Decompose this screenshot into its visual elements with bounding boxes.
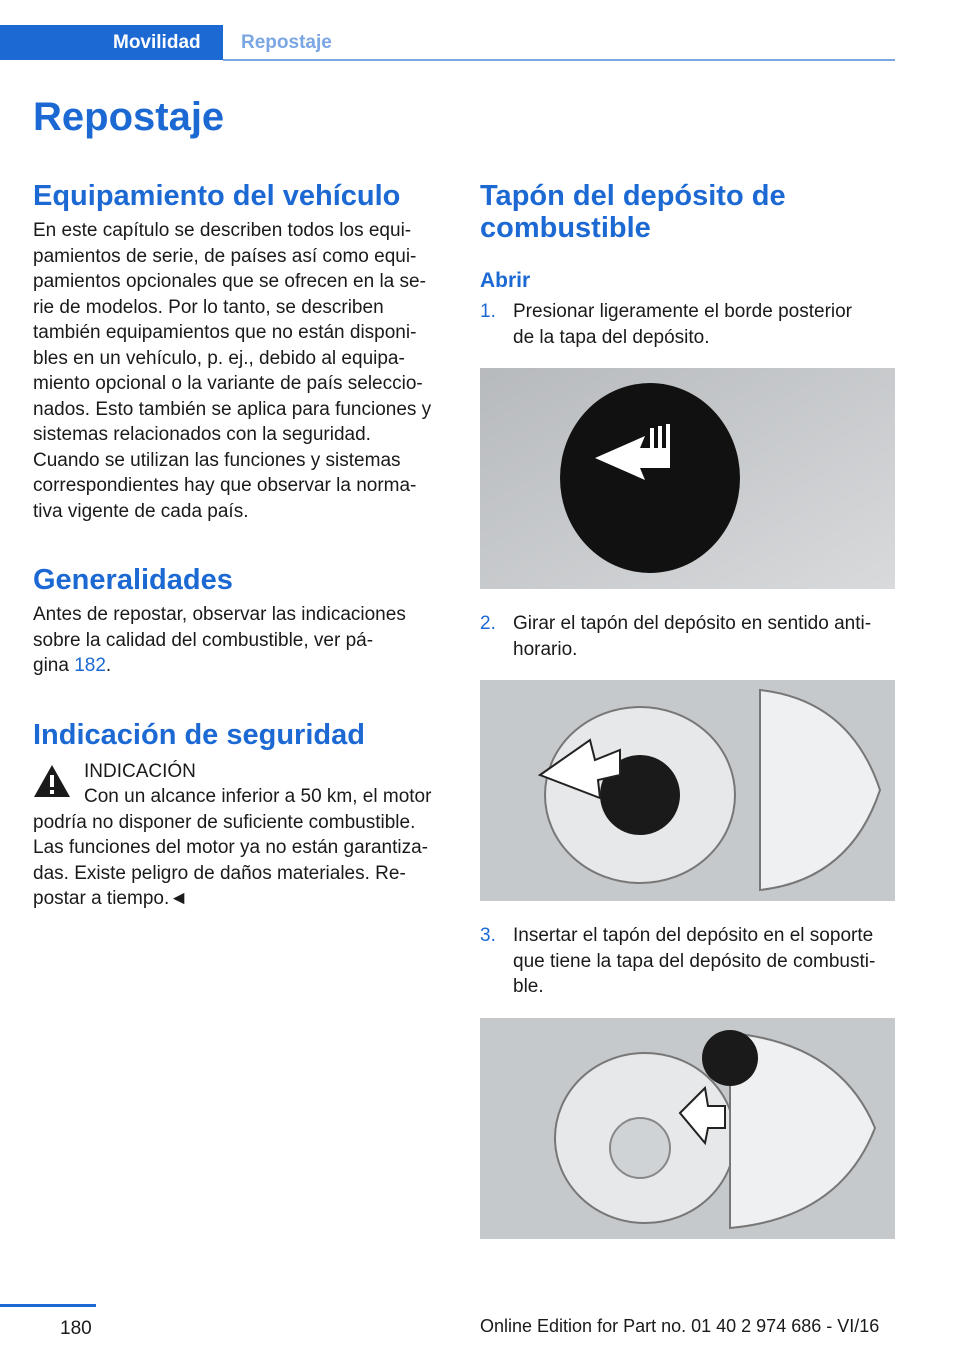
illustration-cap-holder xyxy=(480,1018,895,1239)
illustration-fuel-flap-closed xyxy=(480,368,895,589)
text-line: tiva vigente de cada país. xyxy=(33,500,249,522)
text-line: Con un alcance inferior a 50 km, el motor xyxy=(84,786,432,807)
page-ref-prefix: gina xyxy=(33,655,69,676)
text-line: sobre la calidad del combustible, ver pá- xyxy=(33,629,374,651)
page-ref-link[interactable]: 182 xyxy=(74,655,106,676)
equipment-heading: Equipamiento del vehículo xyxy=(33,180,401,212)
text-line: En este capítulo se describen todos los equi- xyxy=(33,220,412,241)
text-line: pamientos opcionales que se ofrecen en la se- xyxy=(33,271,426,292)
step-line: Girar el tapón del depósito en sentido anti- xyxy=(513,613,872,634)
header-tabs xyxy=(0,25,895,62)
open-subheading: Abrir xyxy=(480,269,531,292)
general-heading: Generalidades xyxy=(33,564,233,596)
fuel-cap-heading xyxy=(480,180,895,244)
list-item xyxy=(480,611,895,662)
text-line xyxy=(33,653,448,679)
tab-movilidad[interactable]: Movilidad xyxy=(0,25,223,60)
step-line: ble. xyxy=(513,976,544,997)
step-number: 1. xyxy=(480,301,496,322)
equipment-paragraph xyxy=(33,218,448,524)
footer-rule xyxy=(0,1304,96,1307)
tab-repostaje[interactable]: Repostaje xyxy=(241,32,332,53)
heading-line: combustible xyxy=(480,212,651,244)
warning-triangle-icon xyxy=(33,764,71,798)
text-line: bles en un vehículo, p. ej., debido al equipa- xyxy=(33,347,405,369)
step-number: 3. xyxy=(480,925,496,946)
heading-line: Tapón del depósito de xyxy=(480,180,786,212)
page-title: Repostaje xyxy=(33,95,225,139)
left-column xyxy=(33,180,448,912)
page-ref-suffix: . xyxy=(105,655,112,676)
steps-list xyxy=(480,611,895,662)
page-number: 180 xyxy=(60,1318,92,1339)
general-paragraph xyxy=(33,602,448,679)
steps-list xyxy=(480,923,895,1000)
list-item xyxy=(480,923,895,1000)
text-line: Antes de repostar, observar las indicaciones xyxy=(33,604,406,625)
warning-label: INDICACIÓN xyxy=(84,760,196,782)
text-line: podría no disponer de suficiente combustible. xyxy=(33,811,416,833)
step-line: que tiene la tapa del depósito de combusti- xyxy=(513,950,876,972)
header-rule xyxy=(223,59,895,61)
right-column xyxy=(480,180,895,1261)
step-line: Presionar ligeramente el borde posterior xyxy=(513,301,853,322)
safety-heading: Indicación de seguridad xyxy=(33,718,365,751)
step-number: 2. xyxy=(480,613,496,634)
text-line: miento opcional o la variante de país seleccio- xyxy=(33,373,423,394)
step-line: horario. xyxy=(513,638,578,660)
steps-list xyxy=(480,299,895,350)
illustration-cap-turn xyxy=(480,680,895,901)
text-line: también equipamientos que no están disponi- xyxy=(33,322,417,343)
text-line: Cuando se utilizan las funciones y sistemas xyxy=(33,449,401,471)
text-line: nados. Esto también se aplica para funciones y xyxy=(33,398,432,420)
text-line: pamientos de serie, de países así como equi- xyxy=(33,245,417,267)
step-line: de la tapa del depósito. xyxy=(513,326,710,348)
text-line: das. Existe peligro de daños materiales. Re- xyxy=(33,862,406,884)
text-line: correspondientes hay que observar la norma- xyxy=(33,475,417,496)
text-line: rie de modelos. Por lo tanto, se describen xyxy=(33,296,384,318)
text-line: Las funciones del motor ya no están garantiza- xyxy=(33,837,429,858)
list-item xyxy=(480,299,895,350)
edition-info: Online Edition for Part no. 01 40 2 974 686 - VI/16 xyxy=(480,1316,880,1336)
text-line: sistemas relacionados con la seguridad. xyxy=(33,424,371,445)
text-line: postar a tiempo.◄ xyxy=(33,888,189,909)
warning-block xyxy=(33,759,448,912)
step-line: Insertar el tapón del depósito en el soporte xyxy=(513,925,874,946)
